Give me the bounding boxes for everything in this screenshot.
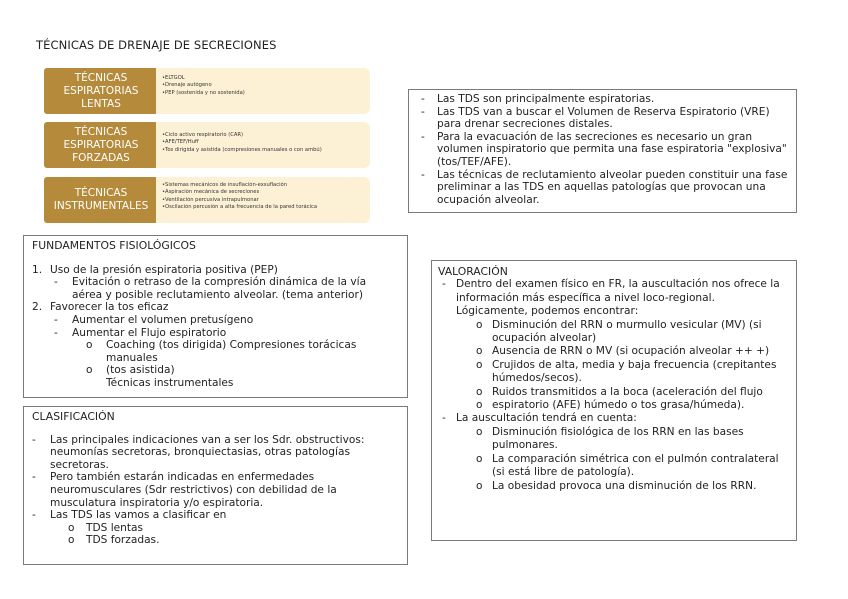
fundamentos-item-text: Favorecer la tos eficaz [50, 301, 169, 314]
technique-label-instrumental: TÉCNICAS INSTRUMENTALES [44, 177, 158, 223]
circle-marker: o [68, 521, 75, 534]
intro-bullet-text: Las TDS van a buscar el Volumen de Reserva Espiratorio (VRE) para drenar secreciones distales. [437, 105, 770, 131]
circle-marker: o [476, 452, 483, 465]
dash-marker: - [421, 93, 425, 105]
valoracion-subitem-text: La comparación simétrica con el pulmón contralateral (si está libre de patología). [492, 452, 779, 479]
intro-bullet [413, 93, 788, 106]
fundamentos-subitem [32, 327, 399, 340]
clasificacion-bullet [32, 509, 399, 522]
valoracion-subitem [438, 386, 788, 399]
dash-marker: - [54, 313, 58, 326]
fundamentos-subitem-text: Aumentar el Flujo espiratorio [72, 326, 227, 339]
dash-marker: - [54, 326, 58, 339]
valoracion-subitem [438, 480, 788, 493]
technique-list-slow [156, 68, 370, 114]
clasificacion-subitem-text: TDS forzadas. [86, 534, 160, 547]
technique-item: •Drenaje autógeno [162, 82, 212, 89]
dash-marker: - [32, 471, 36, 484]
document-title: TÉCNICAS DE DRENAJE DE SECRECIONES [36, 38, 277, 52]
valoracion-bullet [438, 278, 788, 318]
dash-marker: - [421, 168, 425, 181]
fundamentos-subitem [32, 314, 399, 327]
valoracion-subitem [438, 426, 788, 453]
fundamentos-subsubitem-text: Coaching (tos dirigida) Compresiones torácicas manuales [106, 339, 357, 364]
dash-marker: - [442, 412, 446, 425]
dash-marker: - [421, 105, 425, 118]
clasificacion-bullet [32, 471, 399, 509]
clasificacion-bullet [32, 434, 399, 472]
intro-bullet [413, 106, 788, 131]
technique-item: •PEP (sostenida y no sostenida) [162, 89, 245, 96]
technique-item: •Sistemas mecánicos de insuflación-exsuflación [162, 182, 287, 188]
dash-marker: - [54, 276, 58, 289]
technique-item: •ELTGOL [162, 75, 185, 81]
technique-item: •Oscilación percusión a alta frecuencia de la pared torácica [162, 203, 318, 210]
valoracion-subitem [438, 359, 788, 386]
number-marker: 1. [32, 263, 43, 276]
valoracion-bullet [438, 412, 788, 425]
circle-marker: o [476, 425, 483, 438]
valoracion-heading: VALORACIÓN [438, 265, 508, 278]
valoracion-box [431, 260, 797, 541]
technique-row-forced [44, 122, 370, 168]
clasificacion-bullet-text: Pero también estarán indicadas en enfermedades neuromusculares (Sdr restrictivos) con debilidad de la musculatura inspiratoria y/o espiratoria. [50, 471, 337, 509]
clasificacion-subitem [32, 522, 399, 535]
technique-row-slow [44, 68, 370, 114]
fundamentos-subitem-text: Aumentar el volumen pretusígeno [72, 313, 254, 326]
circle-marker: o [68, 534, 75, 547]
fundamentos-subsubitem [32, 339, 399, 364]
technique-label-slow: TÉCNICAS ESPIRATORIAS LENTAS [44, 68, 158, 114]
valoracion-subitem [438, 345, 788, 358]
valoracion-subitem [438, 319, 788, 346]
circle-marker: o [476, 358, 483, 371]
valoracion-subitem-text: Ausencia de RRN o MV (si ocupación alveolar ++ +) [492, 345, 770, 358]
intro-box [408, 89, 797, 213]
valoracion-subitem-text: La obesidad provoca una disminución de los RRN. [492, 479, 757, 492]
valoracion-subitem [438, 453, 788, 480]
technique-item: •AFE/TEF/Huff [162, 139, 199, 146]
fundamentos-subsubitem-text: (tos asistida) [106, 364, 175, 377]
fundamentos-item-2 [32, 301, 399, 314]
intro-bullet-text: Las TDS son principalmente espiratorias. [437, 93, 655, 105]
intro-bullet-text: Para la evacuación de las secreciones es necesario un gran volumen inspiratorio que permita una fase espiratoria "explosiva" (tos/TEF/AFE). [437, 130, 787, 168]
technique-item: •Ventilación percusiva intrapulmonar [162, 196, 259, 203]
valoracion-bullet-text: La auscultación tendrá en cuenta: [456, 412, 637, 425]
circle-marker: o [86, 339, 93, 352]
fundamentos-item-text: Uso de la presión espiratoria positiva (PEP) [50, 263, 278, 276]
fundamentos-subsubitem-text: Técnicas instrumentales [106, 376, 234, 389]
circle-marker: o [476, 345, 483, 358]
technique-item: •Ciclo activo respiratorio (CAR) [162, 132, 244, 138]
technique-list-forced [156, 122, 370, 168]
clasificacion-heading: CLASIFICACIÓN [32, 410, 115, 423]
dash-marker: - [32, 509, 36, 522]
fundamentos-heading: FUNDAMENTOS FISIOLÓGICOS [32, 239, 196, 252]
valoracion-subitem [438, 399, 788, 412]
valoracion-bullet-text: Dentro del examen físico en FR, la auscultación nos ofrece la información más específica a nivel loco-regional. Lógicamente, podemos encontrar: [456, 278, 780, 318]
valoracion-subitem-text: Ruidos transmitidos a la boca (aceleración del flujo [492, 385, 763, 398]
circle-marker: o [476, 385, 483, 398]
technique-row-instrumental [44, 177, 370, 223]
dash-marker: - [32, 433, 36, 446]
technique-item: •Aspiración mecánica de secreciones [162, 189, 260, 196]
intro-bullet-text: Las técnicas de reclutamiento alveolar pueden constituir una fase preliminar a las TDS en aquellas patologías que provocan una ocupación alveolar. [437, 168, 788, 206]
dash-marker: - [421, 130, 425, 143]
clasificacion-bullet-text: Las TDS las vamos a clasificar en [50, 509, 227, 522]
technique-list-instrumental [156, 177, 370, 223]
valoracion-subitem-text: Crujidos de alta, media y baja frecuencia (crepitantes húmedos/secos). [492, 358, 777, 385]
valoracion-subitem-text: Disminución del RRN o murmullo vesicular (MV) (si ocupación alveolar) [492, 318, 762, 345]
fundamentos-subitem [32, 276, 399, 301]
valoracion-subitem-text: espiratorio (AFE) húmedo o tos grasa/húmeda). [492, 399, 745, 412]
fundamentos-subitem-text: Evitación o retraso de la compresión dinámica de la vía aérea y posible reclutamiento alveolar. (tema anterior) [72, 276, 367, 301]
circle-marker: o [476, 479, 483, 492]
fundamentos-subsubitem [32, 364, 399, 377]
intro-bullet [413, 131, 788, 169]
clasificacion-subitem-text: TDS lentas [86, 521, 144, 534]
dash-marker: - [442, 278, 446, 291]
fundamentos-box [23, 235, 408, 398]
technique-item: •Tos dirigida y asistida (compresiones manuales o con ambú) [162, 146, 322, 153]
circle-marker: o [86, 364, 93, 377]
valoracion-subitem-text: Disminución fisiológica de los RRN en las bases pulmonares. [492, 425, 744, 452]
clasificacion-bullet-text: Las principales indicaciones van a ser los Sdr. obstructivos: neumonías secretoras, bronquiectasias, otras patologías secretoras. [50, 433, 365, 471]
circle-marker: o [476, 399, 483, 412]
number-marker: 2. [32, 301, 43, 314]
clasificacion-subitem [32, 534, 399, 547]
fundamentos-item-1 [32, 264, 399, 277]
clasificacion-box [23, 406, 408, 565]
circle-marker: o [476, 318, 483, 331]
fundamentos-subsubitem [32, 377, 399, 390]
technique-label-forced: TÉCNICAS ESPIRATORIAS FORZADAS [44, 122, 158, 168]
intro-bullet [413, 169, 788, 207]
